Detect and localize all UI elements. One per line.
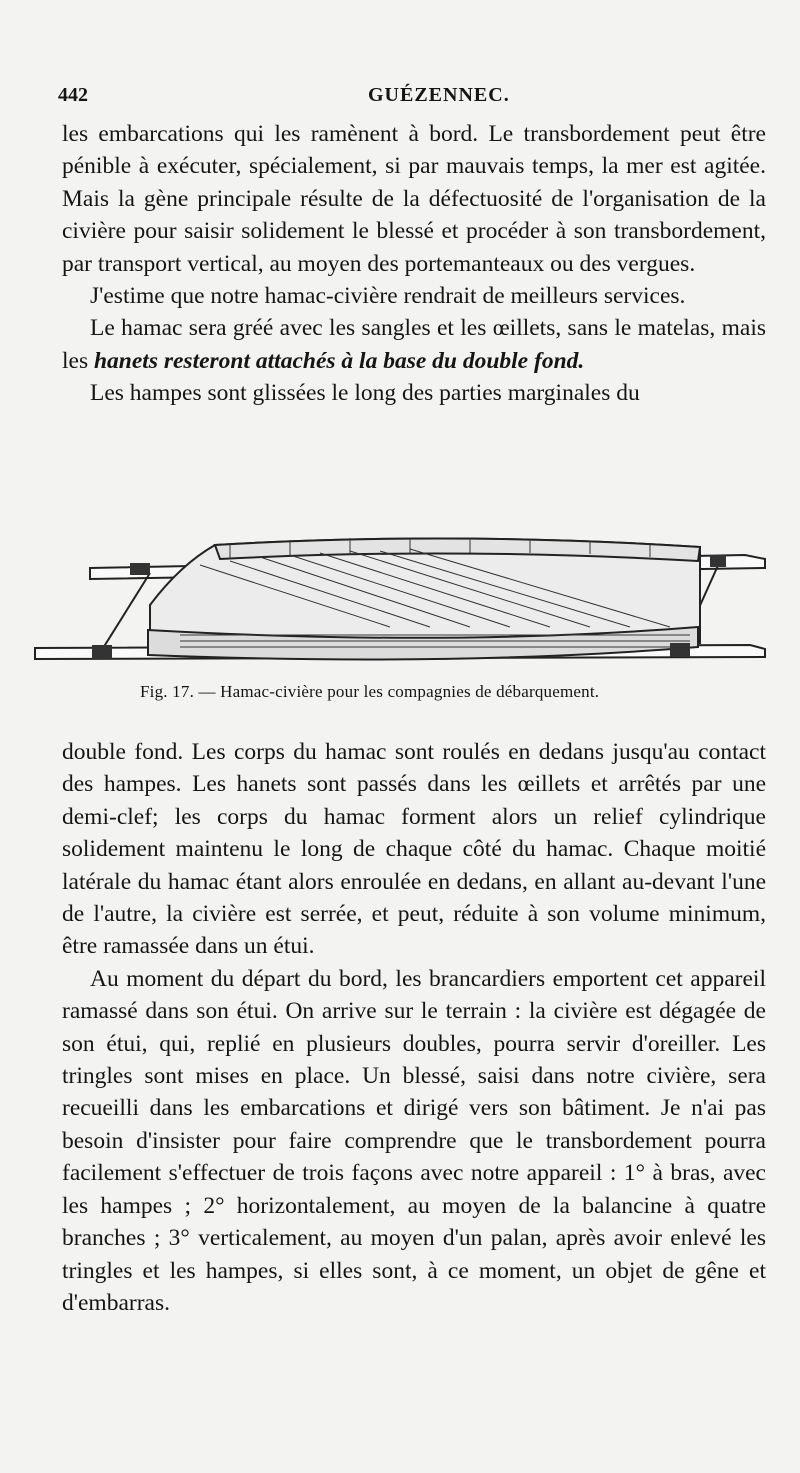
paragraph-2: J'estime que notre hamac-civière rendrait de meilleurs services. [90,283,686,310]
text-block-top [62,118,766,410]
paragraph-5: double fond. Les corps du hamac sont roulés en dedans jusqu'au contact des hampes. Les hanets sont passés dans les œillets et arrêtés par une demi-clef; les corps du hamac forment alors un relief cylindrique solidement maintenu le long de chaque côté du hamac. Chaque moitié latérale du hamac étant alors enroulée en dedans, en allant au-devant l'une de l'autre, la civière est serrée, et peut, réduite à son volume minimum, être ramassée dans un étui. [62,739,766,960]
paragraph-3-italic: hanets resteront attachés à la base du double fond. [93,347,585,374]
figure-illustration [30,535,770,675]
paragraph-4: Les hampes sont glissées le long des parties marginales du [90,380,640,407]
paragraph-3-text: Le hamac sera gréé avec les sangles et les œillets, sans le matelas, mais les [62,315,766,374]
page-header [58,84,758,108]
paragraph-1: les embarcations qui les ramènent à bord. Le transbordement peut être pénible à exécuter, spécialement, si par mauvais temps, la mer est agitée. Mais la gène principale résulte de la défectuosité de l'organisation de la civière pour saisir solidement le blessé et procéder à son transbordement, par transport vertical, au moyen des portemanteaux ou des vergues. [62,121,766,277]
paragraph-3 [62,312,766,377]
figure-caption: Fig. 17. — Hamac-civière pour les compagnies de débarquement. [140,682,600,701]
page-number: 442 [58,84,88,106]
text-block-bottom [62,736,766,1319]
paragraph-6: Au moment du départ du bord, les brancardiers emportent cet appareil ramassé dans son étui. On arrive sur le terrain : la civière est dégagée de son étui, qui, replié en plusieurs doubles, pourra servir d'oreiller. Les tringles sont mises en place. Un blessé, saisi dans notre civière, sera recueilli dans les embarcations et dirigé vers son bâtiment. Je n'ai pas besoin d'insister pour faire comprendre que le transbordement pourra facilement s'effectuer de trois façons avec notre appareil : 1° à bras, avec les hampes ; 2° horizontalement, au moyen de la balancine à quatre branches ; 3° verticalement, au moyen d'un palan, après avoir enlevé les tringles et les hampes, si elles sont, à ce moment, un objet de gêne et d'embarras. [62,965,766,1316]
hammock-stretcher-drawing [30,535,770,675]
left-end-bar [100,573,150,653]
running-head: GUÉZENNEC. [368,84,510,106]
